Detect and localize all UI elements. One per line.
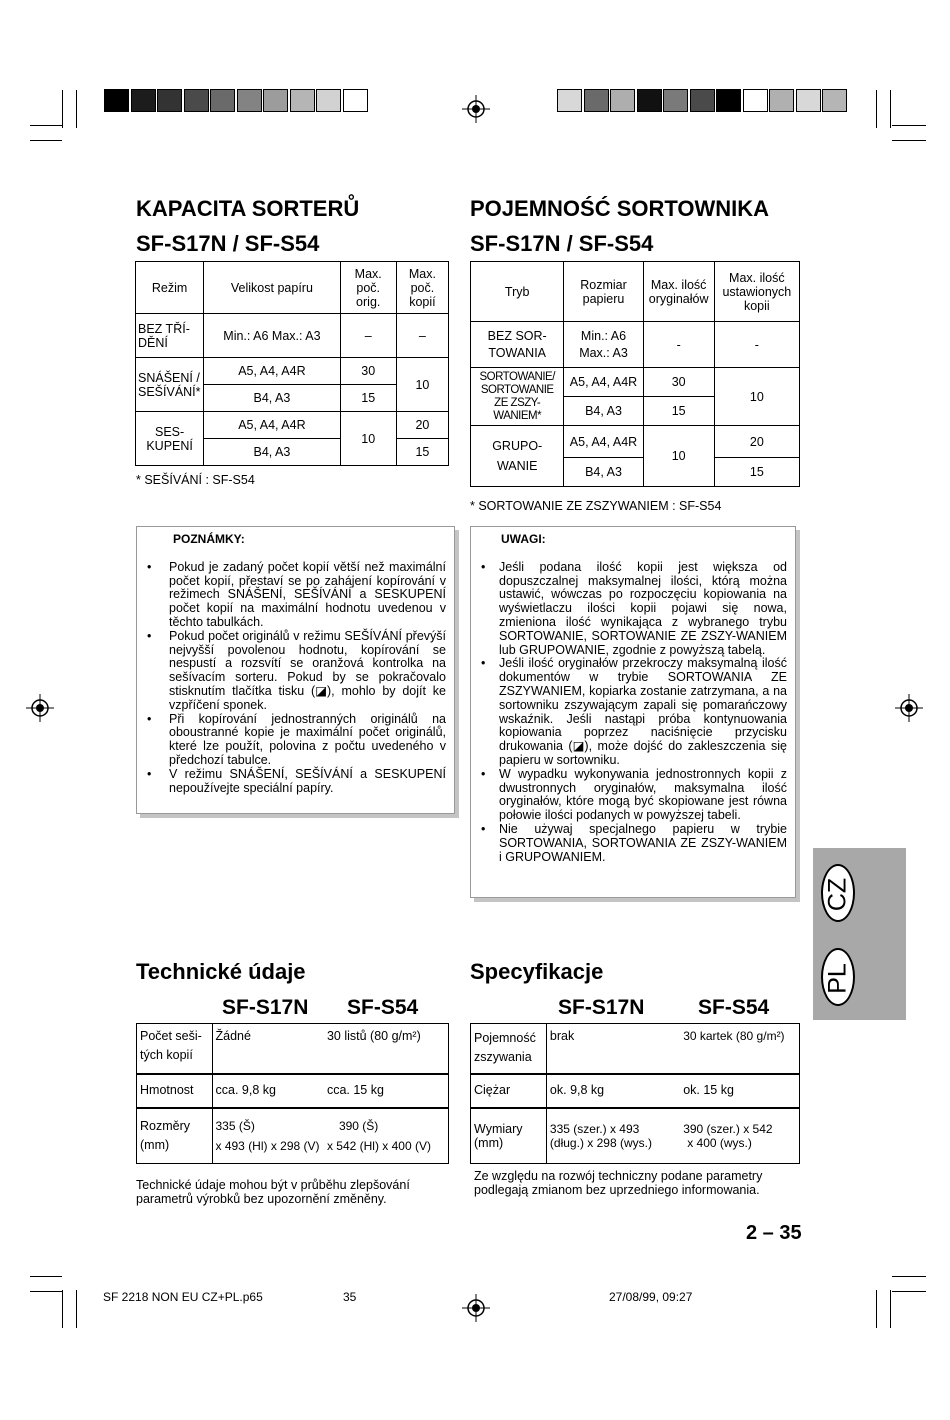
cz-footnote: * SEŠÍVÁNÍ : SF-S54	[136, 473, 255, 487]
header-mode: Režim	[136, 262, 204, 314]
orig-cell: 30	[643, 368, 714, 397]
note-item: • Jeśli podana ilość kopii jest większa od dopuszczalnej maksymalnej ilości, którą można ustawić, wówczas po rozpoczęciu kopiowania na wyświetlaczu ilości kopii pojawi się nowa, zmieniona ilość wynikająca z wybranego trybu SORTOWANIE, SORTOWANIE ZE ZSZY-WANIEM lub GRUPOWANIE, zgodnie z powyższą tabelą.	[471, 561, 787, 658]
pl-capacity-table	[470, 261, 800, 487]
pl-model-a: SF-S17N	[558, 996, 645, 1019]
cz-model-a: SF-S17N	[222, 996, 309, 1019]
cz-notes-title: POZNÁMKY:	[173, 532, 245, 546]
crop-mark	[892, 140, 926, 141]
crop-mark	[30, 1291, 62, 1292]
crop-mark	[76, 90, 77, 128]
mode-cell: BEZ SOR-TOWANIA	[471, 322, 564, 368]
orig-cell: 10	[643, 426, 714, 487]
spec-value-line: x 542 (Hl) x 400 (V)	[326, 1138, 431, 1153]
pl-spec-table	[470, 1023, 800, 1164]
color-bar-left	[104, 89, 369, 112]
cz-spec-title: Technické údaje	[136, 959, 306, 984]
header-orig: Max. poč. orig.	[340, 262, 396, 314]
spec-value-line: 390 (Š)	[338, 1118, 379, 1133]
orig-cell: 10	[340, 412, 396, 466]
orig-cell: 30	[340, 358, 396, 385]
color-swatch	[104, 89, 129, 112]
spec-value	[324, 1108, 449, 1164]
spec-value-line: 390 (szer.) x 542	[683, 1121, 773, 1136]
footer-page: 35	[343, 1290, 357, 1304]
cz-disclaimer: Technické údaje mohou být v průběhu zlepšování parametrů výrobků bez upozornění změněny.	[136, 1178, 410, 1206]
copies-cell: 10	[714, 368, 799, 426]
note-item: • Pokud počet originálů v režimu SEŠÍVÁNÍ převýší nejvyšší povolenou hodnotu, kopírování se nespustí a rozsvítí se oranžová kontrolka na sešívacím sorteru. Pokud by se pokračovalo stisknutím tlačítka tisku (◪), mohlo by dojít ke vzpříčení sponek.	[137, 630, 446, 713]
spec-value: 30 kartek (80 g/m²)	[680, 1024, 799, 1074]
note-item: • Nie używaj specjalnego papieru w trybie SORTOWANIA, SORTOWANIA ZE ZSZY-WANIEM i GRUPOWANIEM.	[471, 823, 787, 864]
color-swatch	[316, 89, 341, 112]
crop-mark	[890, 1290, 891, 1328]
size-cell: A5, A4, A4R	[564, 426, 643, 458]
spec-value-line: x 400 (wys.)	[687, 1135, 752, 1150]
spec-value: Žádné	[212, 1024, 324, 1074]
pl-title: POJEMNOŚĆ SORTOWNIKA	[470, 196, 770, 221]
note-item: • V režimu SNÁŠENÍ, SEŠÍVÁNÍ a SESKUPENÍ nepoužívejte speciální papíry.	[137, 768, 446, 796]
spec-value-line: 335 (szer.) x 493	[549, 1121, 640, 1136]
size-cell: B4, A3	[564, 397, 643, 426]
registration-mark-icon	[26, 694, 54, 722]
color-swatch	[131, 89, 156, 112]
spec-value	[680, 1108, 799, 1164]
crop-mark	[892, 1276, 926, 1277]
mode-cell: BEZ TŘÍ-DĚNÍ	[136, 314, 204, 358]
size-cell: A5, A4, A4R	[204, 358, 340, 385]
size-cell: Min.: A6 Max.: A3	[564, 322, 643, 368]
pl-notes-box	[470, 526, 796, 898]
color-swatch	[716, 89, 741, 112]
footer-date: 27/08/99, 09:27	[609, 1290, 693, 1304]
cz-subtitle: SF-S17N / SF-S54	[136, 231, 320, 256]
pl-subtitle: SF-S17N / SF-S54	[470, 231, 654, 256]
copies-cell: 10	[396, 358, 448, 412]
crop-mark	[892, 1291, 926, 1292]
header-size: Velikost papíru	[204, 262, 340, 314]
size-cell: B4, A3	[204, 439, 340, 466]
crop-mark	[30, 140, 62, 141]
cz-model-b: SF-S54	[347, 996, 419, 1019]
color-swatch	[157, 89, 182, 112]
crop-mark	[30, 125, 62, 126]
spec-label: Počet seši-tých kopií	[137, 1024, 213, 1074]
orig-cell: -	[643, 322, 714, 368]
header-copies: Max. poč. kopií	[396, 262, 448, 314]
crop-mark	[76, 1290, 77, 1328]
mode-cell: SNÁŠENÍ / SEŠÍVÁNÍ*	[136, 358, 204, 412]
orig-cell: 15	[340, 385, 396, 412]
cz-notes-box	[136, 526, 455, 814]
pl-notes-list	[471, 561, 787, 865]
spec-label: Ciężar	[471, 1074, 547, 1108]
color-swatch	[237, 89, 262, 112]
crop-mark	[62, 1290, 63, 1328]
orig-cell: –	[340, 314, 396, 358]
spec-value: cca. 9,8 kg	[212, 1074, 324, 1108]
crop-mark	[62, 90, 63, 128]
size-cell: Min.: A6 Max.: A3	[204, 314, 340, 358]
color-swatch	[796, 89, 821, 112]
note-item: • Jeśli ilość oryginałów przekroczy maksymalną ilość dokumentów w trybie SORTOWANIA ZE ZSZYWANIEM, kopiarka zostanie zatrzymana, a na sortowniku zszywającym zapali się pomarańczowy wskaźnik. Jeśli nastąpi próba kontynuowania kopiowania poprzez naciśnięcie przycisku drukowania (◪), może dojść do zakleszczenia się papieru w sortowniku.	[471, 657, 787, 767]
color-swatch	[637, 89, 662, 112]
spec-value: ok. 15 kg	[680, 1074, 799, 1108]
cz-spec-table	[136, 1023, 449, 1164]
header-copies: Max. ilość ustawionych kopii	[714, 262, 799, 322]
lang-label-pl: PL	[821, 948, 855, 1006]
copies-cell: –	[396, 314, 448, 358]
pl-model-b: SF-S54	[698, 996, 770, 1019]
note-item: • Pokud je zadaný počet kopií větší než maximální počet kopií, přestaví se po zahájení kopírování v režimech SNÁŠENÍ, SEŠÍVÁNÍ a SESKUPENÍ počet kopií na maximální hodnotu uvedenou v těchto tabulkách.	[137, 561, 446, 630]
spec-value	[546, 1108, 680, 1164]
spec-value: ok. 9,8 kg	[546, 1074, 680, 1108]
header-mode: Tryb	[471, 262, 564, 322]
pl-footnote: * SORTOWANIE ZE ZSZYWANIEM : SF-S54	[470, 499, 722, 513]
color-swatch	[184, 89, 209, 112]
spec-value-line: 335 (Š)	[215, 1118, 255, 1133]
cz-capacity-table	[135, 261, 449, 466]
color-swatch	[557, 89, 582, 112]
spec-label: Wymiary (mm)	[471, 1108, 547, 1164]
registration-mark-icon	[462, 1294, 490, 1322]
lang-label-cz: CZ	[821, 864, 855, 922]
color-swatch	[822, 89, 847, 112]
spec-value-line: x 493 (Hl) x 298 (V)	[215, 1138, 320, 1153]
color-swatch	[743, 89, 768, 112]
color-swatch	[343, 89, 368, 112]
copies-cell: 20	[396, 412, 448, 439]
spec-value: cca. 15 kg	[324, 1074, 449, 1108]
crop-mark	[30, 1276, 62, 1277]
footer-file: SF 2218 NON EU CZ+PL.p65	[103, 1290, 263, 1304]
color-swatch	[663, 89, 688, 112]
crop-mark	[890, 90, 891, 128]
spec-label: Hmotnost	[137, 1074, 213, 1108]
note-item: • Při kopírování jednostranných originálů na oboustranné kopie je maximální počet originálů, které lze použít, polovina z počtu uvedeného v předchozí tabulce.	[137, 713, 446, 768]
registration-mark-icon	[895, 694, 923, 722]
mode-cell: SORTOWANIE/ SORTOWANIE ZE ZSZY-WANIEM*	[471, 368, 564, 426]
crop-mark	[876, 1290, 877, 1328]
pl-spec-title: Specyfikacje	[470, 959, 604, 984]
spec-value	[212, 1108, 324, 1164]
header-orig: Max. ilość oryginałów	[643, 262, 714, 322]
color-swatch	[769, 89, 794, 112]
orig-cell: 15	[643, 397, 714, 426]
crop-mark	[892, 125, 926, 126]
pl-notes-title: UWAGI:	[501, 532, 546, 546]
spec-label: Pojemność zszywania	[471, 1024, 547, 1074]
color-swatch	[290, 89, 315, 112]
copies-cell: 15	[396, 439, 448, 466]
size-cell: B4, A3	[204, 385, 340, 412]
cz-notes-list	[137, 561, 446, 796]
color-swatch	[690, 89, 715, 112]
copies-cell: 15	[714, 458, 799, 487]
header-size: Rozmiar papieru	[564, 262, 643, 322]
color-swatch	[263, 89, 288, 112]
color-swatch	[210, 89, 235, 112]
registration-mark-icon	[462, 95, 490, 123]
spec-value: 30 listů (80 g/m²)	[324, 1024, 449, 1074]
spec-value-line: (dług.) x 298 (wys.)	[549, 1135, 652, 1150]
language-tab	[813, 848, 906, 1020]
mode-cell: SES-KUPENÍ	[136, 412, 204, 466]
pl-disclaimer: Ze względu na rozwój techniczny podane parametry podlegają zmianom bez uprzedniego informowania.	[474, 1169, 763, 1197]
color-bar-right	[557, 89, 849, 112]
spec-label: Rozměry (mm)	[137, 1108, 213, 1164]
mode-cell: GRUPO-WANIE	[471, 426, 564, 487]
note-item: • W wypadku wykonywania jednostronnych kopii z dwustronnych oryginałów, maksymalna ilość oryginałów, które mogą być skopiowane jest równa połowie ilości podanych w powyższej tabeli.	[471, 768, 787, 823]
copies-cell: 20	[714, 426, 799, 458]
size-cell: A5, A4, A4R	[564, 368, 643, 397]
copies-cell: -	[714, 322, 799, 368]
page-number: 2 – 35	[746, 1222, 802, 1244]
color-swatch	[584, 89, 609, 112]
cz-title: KAPACITA SORTERŮ	[136, 196, 360, 221]
spec-value: brak	[546, 1024, 680, 1074]
color-swatch	[610, 89, 635, 112]
size-cell: A5, A4, A4R	[204, 412, 340, 439]
crop-mark	[876, 90, 877, 128]
size-cell: B4, A3	[564, 458, 643, 487]
